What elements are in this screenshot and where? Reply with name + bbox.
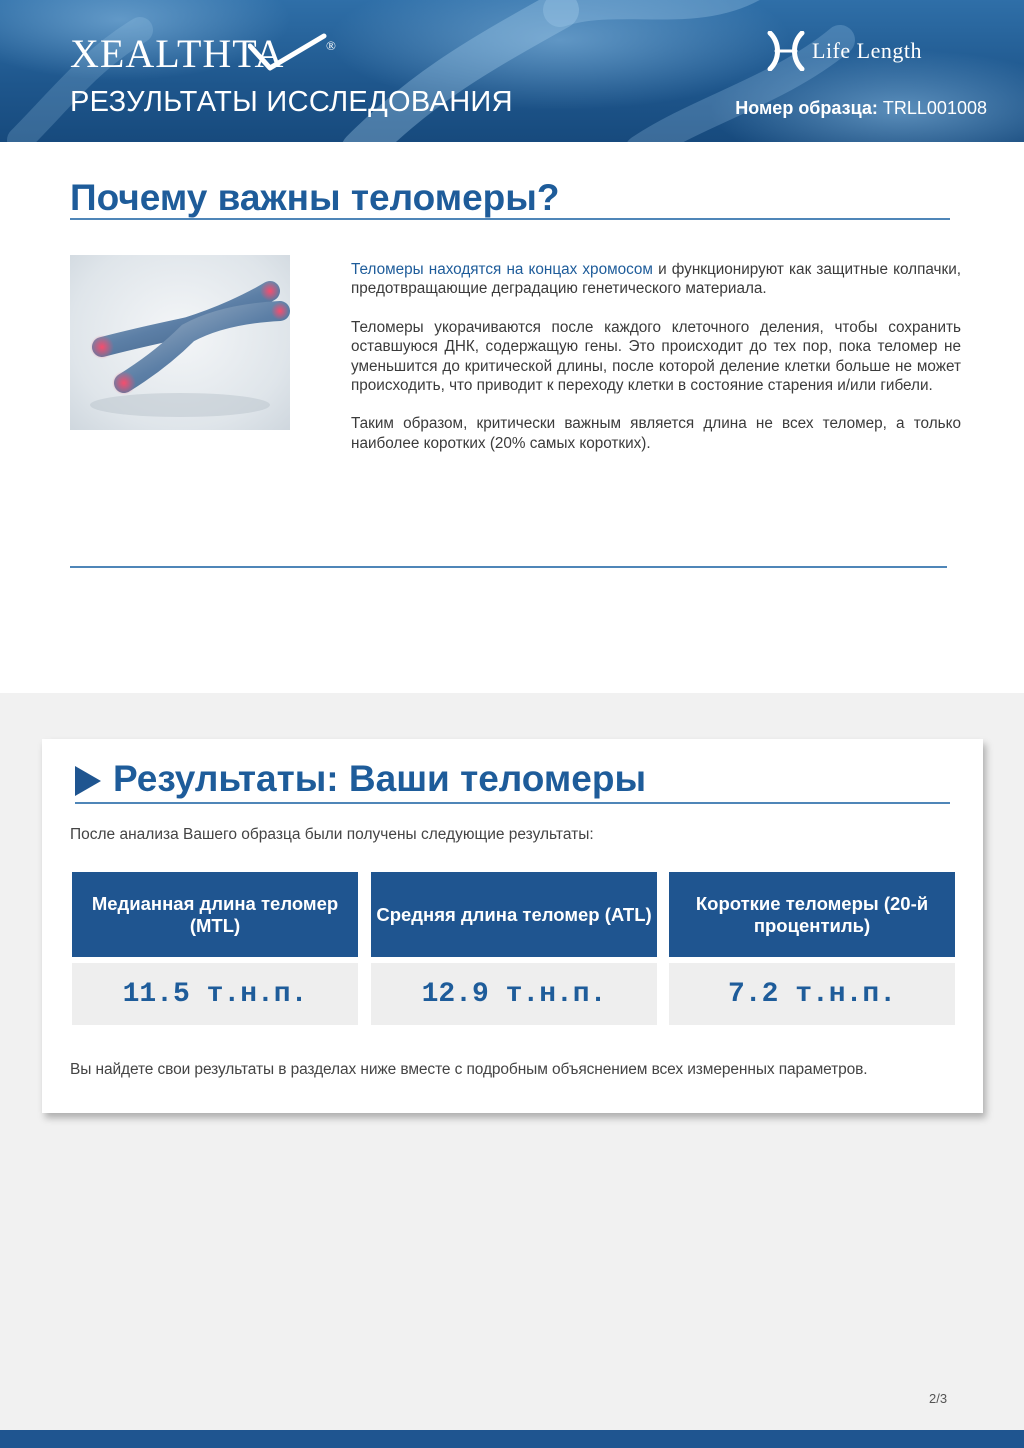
result-label: Медианная длина теломер (MTL) — [72, 872, 358, 957]
registered-mark: ® — [326, 38, 337, 53]
result-mtl — [72, 872, 358, 1025]
results-footnote: Вы найдете свои результаты в разделах ниже вместе с подробным объяснением всех измеренных параметров. — [70, 1061, 868, 1078]
results-title-divider — [75, 802, 950, 804]
sample-label: Номер образца: — [735, 98, 878, 118]
section-divider — [70, 566, 947, 568]
page-header — [0, 0, 1024, 142]
life-length-logo-icon — [766, 31, 806, 71]
page-number: 2/3 — [929, 1391, 948, 1406]
checkmark-icon — [248, 32, 328, 72]
brand-initial: X — [70, 31, 100, 76]
section-title-results: Результаты: Ваши теломеры — [113, 758, 647, 799]
paragraph-3: Таким образом, критически важным является длина не всех теломер, а только наиболее коротких (20% самых коротких). — [351, 415, 961, 452]
sample-value: TRLL001008 — [882, 98, 987, 118]
result-value: 11.5 т.н.п. — [72, 963, 358, 1025]
result-label: Средняя длина теломер (ATL) — [371, 872, 657, 957]
results-intro: После анализа Вашего образца были получены следующие результаты: — [70, 826, 594, 843]
highlight-text: Теломеры находятся на концах хромосом — [351, 261, 653, 278]
telomeres-explanation — [351, 260, 961, 472]
chromosome-icon — [70, 255, 290, 430]
result-value: 7.2 т.н.п. — [669, 963, 955, 1025]
result-short-telomeres — [669, 872, 955, 1025]
title-divider — [70, 218, 950, 220]
play-triangle-icon — [75, 766, 101, 796]
result-label: Короткие теломеры (20-й процентиль) — [669, 872, 955, 957]
result-value: 12.9 т.н.п. — [371, 963, 657, 1025]
result-atl — [371, 872, 657, 1025]
bottom-bar — [0, 1430, 1024, 1448]
section-title-telomeres: Почему важны теломеры? — [70, 177, 560, 218]
paragraph-2: Теломеры укорачиваются после каждого клеточного деления, чтобы сохранить оставшуюся ДНК, содержащую гены. Это происходит до тех пор, пока теломер не уменьшится до критической длины, после которой деление клетки больше не может происходить, что приводит к переходу клетки в состояние старения и/или гибели. — [351, 318, 961, 395]
sample-number — [735, 98, 987, 119]
paragraph-1-rest: и функционируют как защитные колпачки, предотвращающие деградацию генетического материала. — [351, 261, 961, 298]
brand-name: EALTHTA — [99, 31, 285, 76]
partner-name: Life Length — [812, 38, 922, 63]
paragraph-1 — [351, 260, 961, 299]
header-title: РЕЗУЛЬТАТЫ ИССЛЕДОВАНИЯ — [70, 86, 513, 118]
chromosome-illustration — [70, 255, 290, 430]
